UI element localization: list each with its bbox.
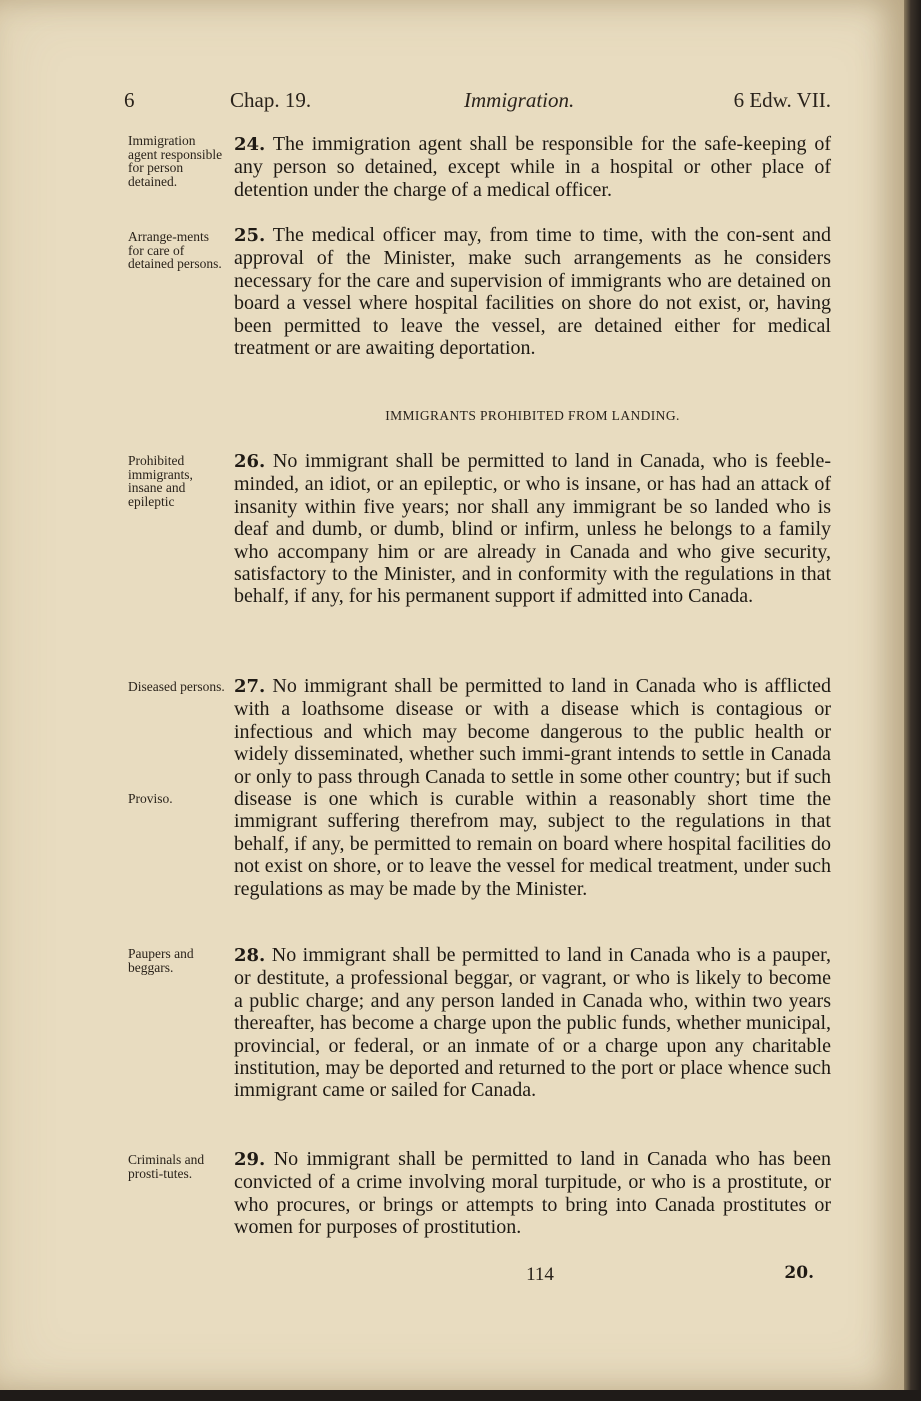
book-spine xyxy=(904,0,921,1401)
section-number: 26. xyxy=(234,451,266,472)
margin-note-paupers: Paupers and beggars. xyxy=(128,946,194,975)
section-25 xyxy=(234,224,831,359)
header-page-number: 6 xyxy=(124,88,135,112)
header-title: Immigration. xyxy=(464,88,575,112)
section-text: The immigration agent shall be responsible for the safe-keeping of any person so detained, except while in a hospital or other place of detention under the charge of a medical officer. xyxy=(234,133,831,201)
section-number: 28. xyxy=(234,945,266,966)
section-text: No immigrant shall be permitted to land in Canada who is a pauper, or destitute, a professional beggar, or vagrant, or who is likely to become a public charge; and any person landed in Canada who, within two years thereafter, has become a charge upon the public funds, whether municipal, provincial, or federal, or an inmate of or a charge upon any charitable institution, may be deported and returned to the port or place whence such immigrant came or sailed for Canada. xyxy=(234,944,831,1102)
section-27 xyxy=(234,675,831,900)
section-28 xyxy=(234,944,831,1102)
section-text: No immigrant shall be permitted to land in Canada who is afflicted with a loathsome disease or with a disease which is contagious or infectious and which may become dangerous to the public health or widely disseminated, whether such immi-grant intends to settle in Canada or only to pass through Canada to settle in some other country; but if such disease is one which is curable within a reasonably short time the immigrant suffering therefrom may, subject to the regulations in that behalf, if any, be permitted to remain on board where hospital facilities do not exist on shore, or to leave the vessel for medical treatment, under such regulations as may be made by the Minister. xyxy=(234,675,831,900)
footer-catchword: 20. xyxy=(784,1263,814,1283)
margin-note-immigration-agent: Immigration agent responsible for person detained. xyxy=(128,133,223,189)
margin-note-proviso: Proviso. xyxy=(128,791,173,806)
section-number: 24. xyxy=(234,134,266,155)
margin-note-criminals: Criminals and prosti-tutes. xyxy=(128,1152,205,1181)
margin-note-prohibited: Prohibited immigrants, insane and epileptic xyxy=(128,453,193,509)
section-26 xyxy=(234,450,831,608)
section-number: 27. xyxy=(234,676,266,697)
margin-note-arrangements: Arrange-ments for care of detained persons. xyxy=(128,229,222,271)
section-number: 29. xyxy=(234,1149,266,1170)
page-bottom-edge xyxy=(0,1390,921,1401)
section-text: No immigrant shall be permitted to land in Canada, who is feeble-minded, an idiot, or an epileptic, or who is insane, or has had an attack of insanity within five years; nor shall any immigrant be so landed who is deaf and dumb, or dumb, blind or infirm, unless he belongs to a family who accompany him or are already in Canada and who give security, satisfactory to the Minister, and in conformity with the regulations in that behalf, if any, for his permanent support if admitted into Canada. xyxy=(234,450,831,608)
section-heading: IMMIGRANTS PROHIBITED FROM LANDING. xyxy=(385,408,680,423)
footer-page-number: 114 xyxy=(526,1264,554,1285)
header-year: 6 Edw. VII. xyxy=(733,88,831,112)
section-24 xyxy=(234,133,831,201)
section-29 xyxy=(234,1148,831,1239)
margin-note-diseased: Diseased persons. xyxy=(128,679,225,694)
section-text: The medical officer may, from time to time, with the con-sent and approval of the Minister, make such arrangements as he considers necessary for the care and supervision of immigrants who are detained on board a vessel where hospital facilities on shore do not exist, or, having been permitted to leave the vessel, are detained either for medical treatment or are awaiting deportation. xyxy=(234,224,832,360)
header-chapter: Chap. 19. xyxy=(230,88,312,112)
running-header xyxy=(124,88,831,118)
section-text: No immigrant shall be permitted to land in Canada who has been convicted of a crime involving moral turpitude, or who is a prostitute, or who procures, or brings or attempts to bring into Canada prostitutes or women for purposes of prostitution. xyxy=(234,1148,831,1239)
section-number: 25. xyxy=(234,225,266,246)
